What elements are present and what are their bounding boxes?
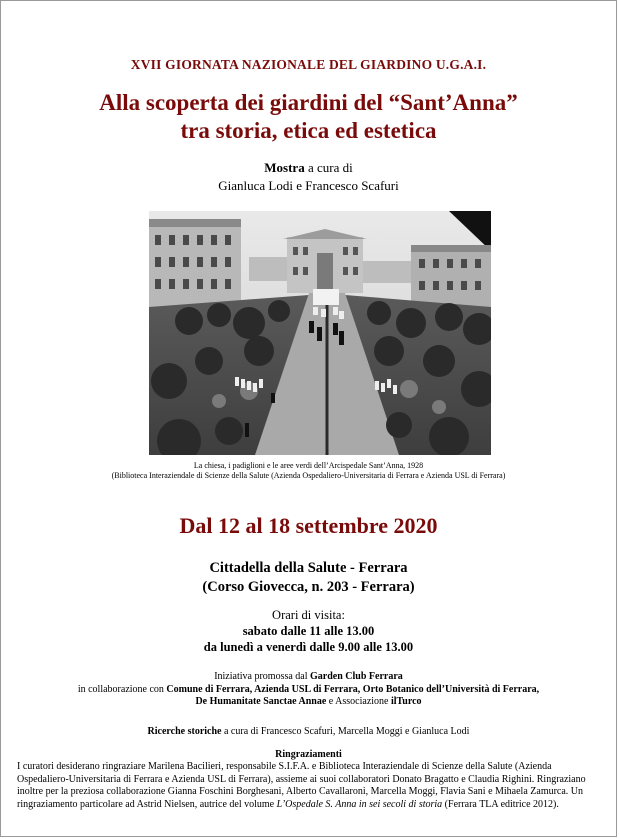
promoter-name: Garden Club Ferrara	[310, 671, 403, 682]
ack-book-title: L’Ospedale S. Anna in sei secoli di storia	[276, 798, 443, 810]
research-credit	[1, 725, 616, 738]
title-line-2: tra storia, etica ed estetica	[180, 118, 437, 143]
hospital-garden-photo	[149, 211, 491, 455]
curator-names: Gianluca Lodi e Francesco Scafuri	[218, 178, 399, 193]
partners-line	[1, 684, 616, 697]
mostra-label-rest: a cura di	[304, 160, 353, 175]
partner-humanitate: De Humanitate Sanctae Annae	[195, 696, 327, 707]
venue-address: (Corso Giovecca, n. 203 - Ferrara)	[202, 579, 415, 595]
ack-text-2: (Ferrara TLA editrice 2012).	[442, 798, 559, 810]
research-authors: a cura di Francesco Scafuri, Marcella Moggi e Gianluca Lodi	[221, 726, 470, 737]
page-title	[1, 89, 616, 145]
partners-line-2	[1, 696, 616, 709]
partner-ilturco: ilTurco	[390, 696, 422, 707]
acknowledgements-body	[17, 761, 602, 811]
caption-line-2: (Biblioteca Interaziendale di Scienze della Salute (Azienda Ospedaliero-Universitaria di Ferrara e Azienda USL di Ferrara)	[111, 471, 506, 480]
event-kicker: XVII GIORNATA NAZIONALE DEL GIARDINO U.G.A.I.	[130, 57, 487, 72]
curators-block	[1, 159, 616, 195]
historic-photo	[149, 211, 491, 455]
photo-caption	[1, 461, 616, 481]
research-label: Ricerche storiche	[147, 726, 222, 737]
partners-join: e Associazione	[326, 696, 391, 707]
acknowledgements-heading: Ringraziamenti	[275, 749, 342, 760]
venue-name: Cittadella della Salute - Ferrara	[209, 560, 408, 576]
partners-list: Comune di Ferrara, Azienda USL di Ferrara, Orto Botanico dell’Università di Ferrara,	[166, 683, 540, 695]
title-line-1: Alla scoperta dei giardini del “Sant’Anna”	[99, 90, 518, 115]
curators-label	[1, 159, 616, 177]
promotion-block	[1, 671, 616, 709]
venue-block	[1, 559, 616, 597]
hours-saturday: sabato dalle 11 alle 13.00	[242, 624, 375, 638]
hours-weekdays: da lunedì a venerdì dalle 9.00 alle 13.00	[203, 640, 414, 654]
opening-hours	[1, 607, 616, 655]
ack-text-1: I curatori desiderano ringraziare Marilena Bacilieri, responsabile S.I.F.A. e Biblioteca Interaziendale di Scienze della Salute (Azienda Ospedaliero-Universitaria di Ferrara e Azienda USL di Ferrara), assieme ai suoi collaboratori Donato Bragatto e Claudia Righini. Ringraziano inoltre per la preziosa collaborazione Gianna Foschini Borghesani, Alberto Cavallaroni, Marcella Moggi, Flavia Sani e Mihaela Zamurca. Un ringraziamento particolare ad Astrid Nielsen, autrice del volume	[17, 761, 586, 810]
promoter-intro: Iniziativa promossa dal	[214, 671, 311, 682]
mostra-label: Mostra	[264, 160, 305, 175]
hours-heading: Orari di visita:	[272, 608, 345, 622]
event-dates: Dal 12 al 18 settembre 2020	[179, 513, 438, 538]
promoter-line	[1, 671, 616, 684]
collab-intro: in collaborazione con	[77, 683, 167, 695]
caption-line-1: La chiesa, i padiglioni e le aree verdi dell’Arcispedale Sant’Anna, 1928	[193, 461, 424, 470]
